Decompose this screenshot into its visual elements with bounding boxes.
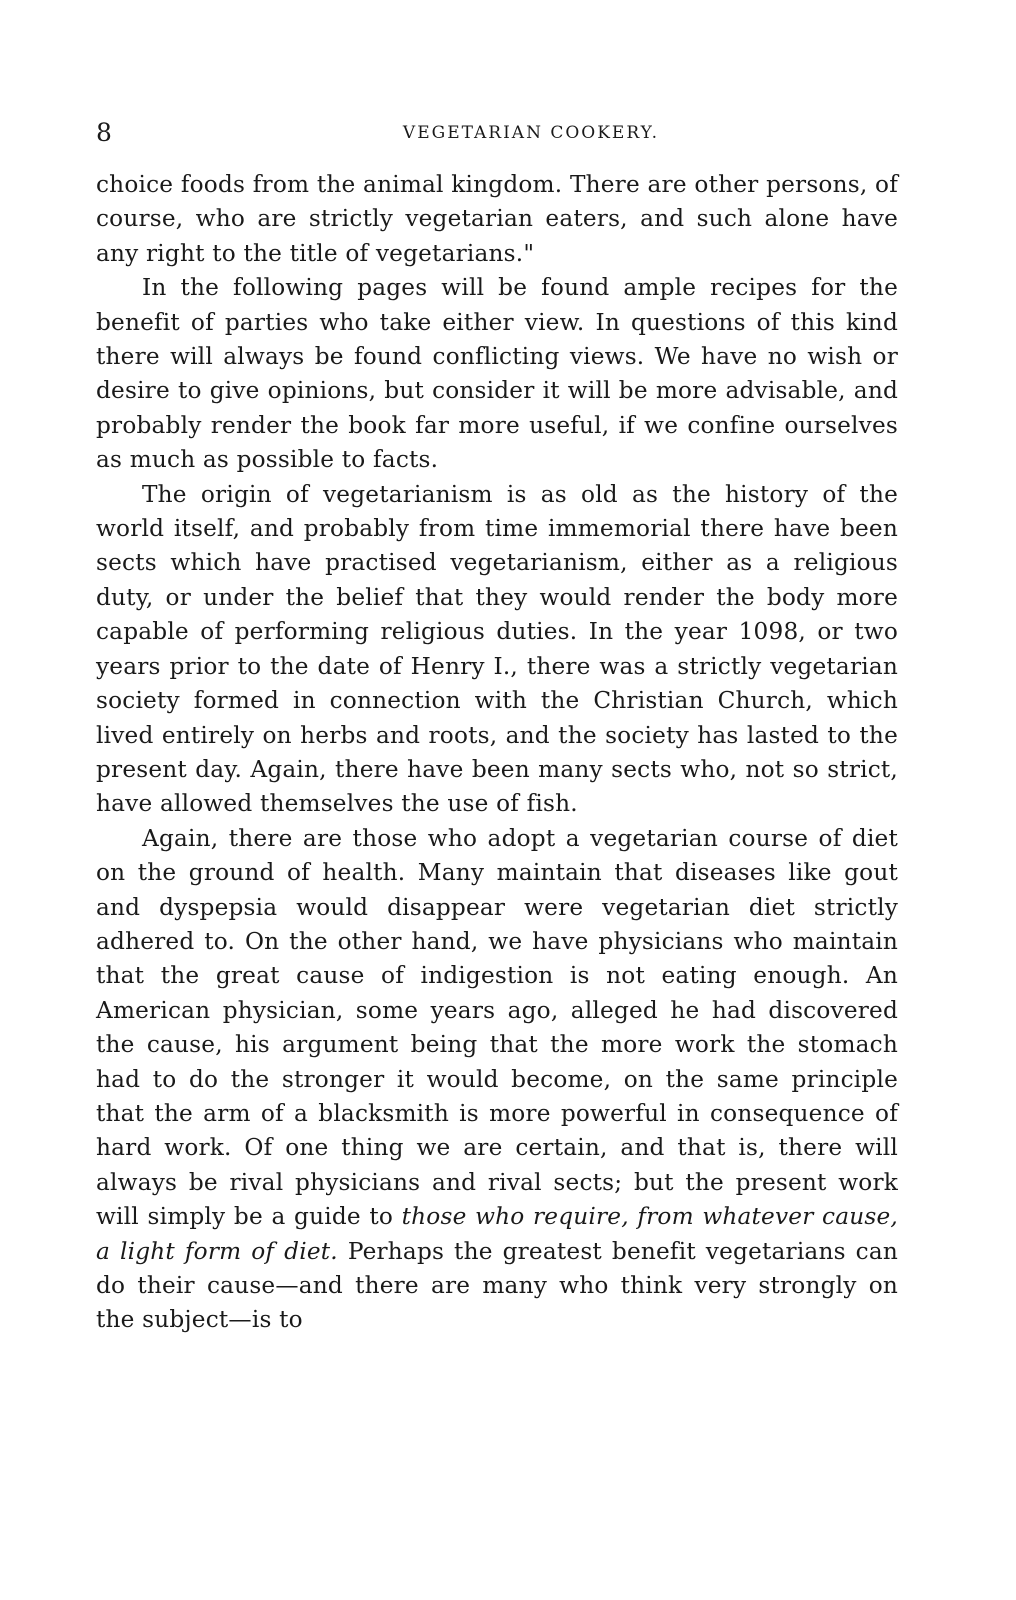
page-number: 8 — [96, 118, 112, 147]
paragraph-text: Again, there are those who adopt a vegetarian course of diet on the ground of health. Many maintain that diseases like gout and dyspepsia would disappear were vegetarian diet strictly adhered to. On the other hand, we have physicians who maintain that the great cause of indigestion is not eating enough. An American physician, some years ago, alleged he had discovered the cause, his argument being that the more work the stomach had to do the stronger it would become, on the same principle that the arm of a blacksmith is more powerful in consequence of hard work. Of one thing we are certain, and that is, there will always be rival physicians and rival sects; but the present work will simply be a guide to — [96, 824, 898, 1231]
paragraph: In the following pages will be found ample recipes for the benefit of parties who take either view. In questions of this kind there will always be found conflicting views. We have no wish or desire to give opinions, but consider it will be more advisable, and probably render the book far more useful, if we confine ourselves as much as possible to facts. — [96, 274, 898, 474]
paragraph: The origin of vegetarianism is as old as the history of the world itself, and probably from time immemorial there have been sects which have practised vegetarianism, either as a religious duty, or under the belief that they would render the body more capable of performing religious duties. In the year 1098, or two years prior to the date of Henry I., there was a strictly vegetarian society formed in connection with the Christian Church, which lived entirely on herbs and roots, and the society has lasted to the present day. Again, there have been many sects who, not so strict, have allowed themselves the use of fish. — [96, 480, 898, 818]
paragraph-text: Perhaps the greatest benefit vegetarians can do their cause—and there are many who think very strongly on the subject—is to — [96, 1237, 899, 1334]
paragraph-continued: choice foods from the animal kingdom. There are other persons, of course, who are strictly vegetarian eaters, and such alone have any right to the title of vegetarians." — [96, 171, 898, 267]
body-text — [96, 168, 898, 1338]
running-header — [96, 118, 896, 148]
running-title: VEGETARIAN COOKERY. — [402, 123, 660, 143]
italic-phrase: those who require, from whatever cause, a light form of diet. — [96, 1203, 898, 1265]
paragraph — [96, 822, 898, 1338]
